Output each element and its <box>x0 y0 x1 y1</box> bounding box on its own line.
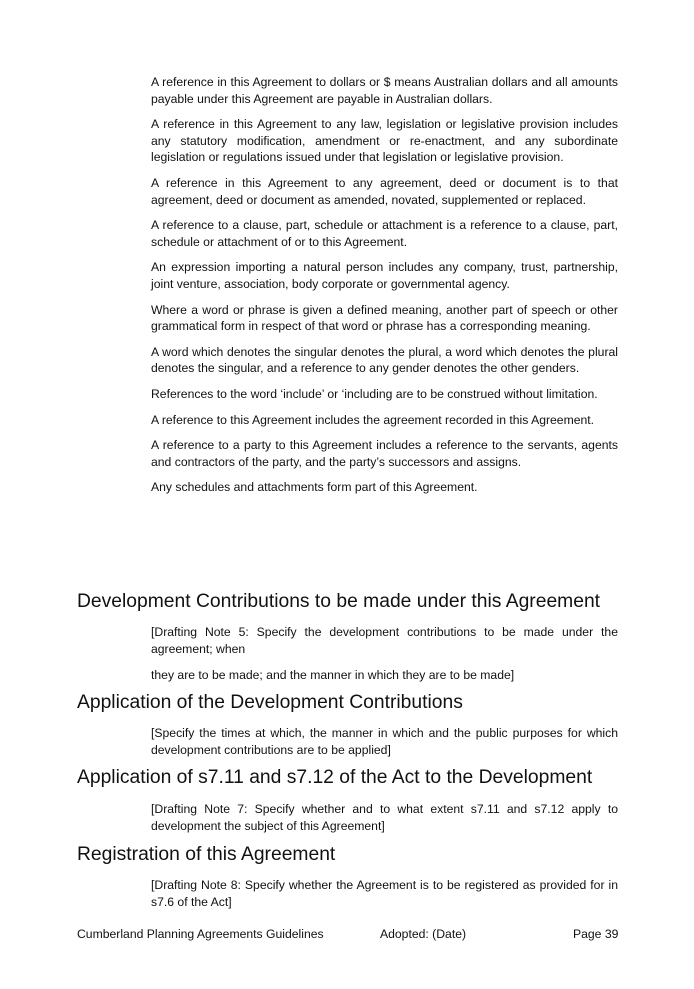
clause-include: References to the word ‘include’ or ‘including are to be construed without limitation. <box>151 386 598 401</box>
clause-agreement: A reference to this Agreement includes the agreement recorded in this Agreement. <box>151 412 595 427</box>
clause-party: A reference to a party to this Agreement includes a reference to the servants, agents and contractors of the party, and the party’s successors and assigns. <box>151 438 618 469</box>
drafting-note-7: [Drafting Note 7: Specify whether and to what extent s7.11 and s7.12 apply to development the subject of this Agreement] <box>151 802 618 833</box>
application-heading: Application of the Development Contributions <box>77 692 463 713</box>
development-contributions-heading: Development Contributions to be made under this Agreement <box>77 591 601 612</box>
registration-heading: Registration of this Agreement <box>77 844 336 865</box>
clause-singular-plural: A word which denotes the singular denotes the plural, a word which denotes the plural denotes the singular, and a reference to any gender denotes the other genders. <box>151 344 618 376</box>
interpretation-clauses <box>151 74 618 505</box>
clause-legislation: A reference in this Agreement to any law, legislation or legislative provision includes any statutory modification, amendment or re-enactment, and any subordinate legislation or regulations issued under that legislation or legislative provision. <box>151 117 618 165</box>
footer-adopted: Adopted: (Date) <box>380 927 467 941</box>
drafting-note-8: [Drafting Note 8: Specify whether the Agreement is to be registered as provided for in s7.6 of the Act] <box>151 878 618 909</box>
footer-title: Cumberland Planning Agreements Guidelines <box>77 927 324 941</box>
s711-heading: Application of s7.11 and s7.12 of the Act to the Development <box>77 767 593 788</box>
clause-natural-person: An expression importing a natural person includes any company, trust, partnership, joint venture, association, body corporate or governmental agency. <box>151 260 618 291</box>
application-note: [Specify the times at which, the manner in which and the public purposes for which development contributions are to be applied] <box>151 726 618 757</box>
clause-defined-meaning: Where a word or phrase is given a defined meaning, another part of speech or other grammatical form in respect of that word or phrase has a corresponding meaning. <box>151 302 618 334</box>
footer-page-number: Page 39 <box>573 927 619 941</box>
clause-dollars: A reference in this Agreement to dollars or $ means Australian dollars and all amounts payable under this Agreement are payable in Australian dollars. <box>151 75 618 106</box>
clause-documents: A reference in this Agreement to any agreement, deed or document is to that agreement, deed or document as amended, novated, supplemented or replaced. <box>151 175 618 207</box>
drafting-note-5: [Drafting Note 5: Specify the development contributions to be made under the agreement; when <box>151 625 618 656</box>
drafting-note-5-continued: they are to be made; and the manner in which they are to be made] <box>151 668 515 682</box>
clause-references: A reference to a clause, part, schedule or attachment is a reference to a clause, part, schedule or attachment of or to this Agreement. <box>151 218 618 249</box>
clause-schedules: Any schedules and attachments form part of this Agreement. <box>151 480 478 495</box>
